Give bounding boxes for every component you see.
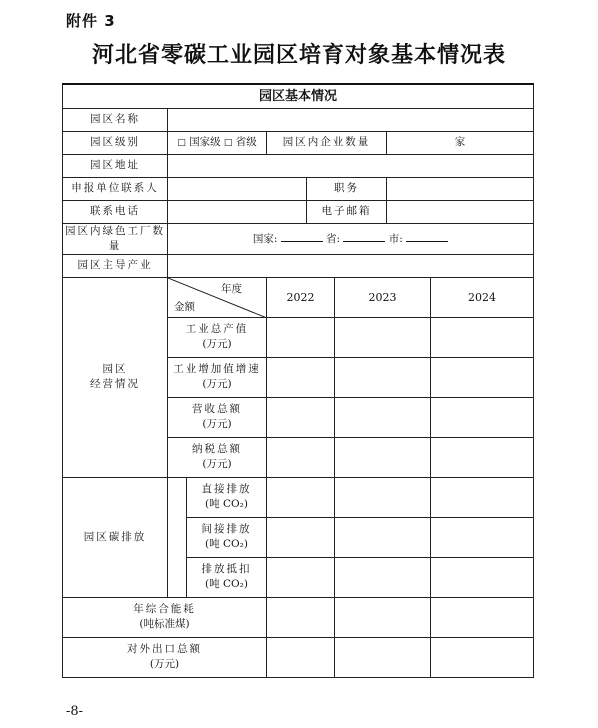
year-2024-header: 2024 <box>431 277 534 317</box>
tax-label: 纳税总额 (万元) <box>168 437 267 477</box>
park-address-label: 园区地址 <box>63 154 168 177</box>
phone-field[interactable] <box>168 200 307 223</box>
tax-2023[interactable] <box>335 437 431 477</box>
gf-province-label: 省: <box>326 233 341 245</box>
contact-field[interactable] <box>168 177 307 200</box>
indirect-emission-label: 间接排放 (吨 CO₂) <box>187 517 267 557</box>
national-checkbox[interactable]: □ <box>177 137 186 148</box>
park-info-form <box>62 83 534 678</box>
section-title: 园区基本情况 <box>63 84 534 108</box>
green-factory-field[interactable] <box>168 223 534 254</box>
revenue-2024[interactable] <box>431 397 534 437</box>
added-value-growth-2022[interactable] <box>267 357 335 397</box>
output-value-2024[interactable] <box>431 317 534 357</box>
email-field[interactable] <box>387 200 534 223</box>
contact-label: 申报单位联系人 <box>63 177 168 200</box>
gf-province-blank[interactable] <box>343 230 385 242</box>
output-value-2022[interactable] <box>267 317 335 357</box>
park-name-field[interactable] <box>168 108 534 131</box>
emission-offset-2024[interactable] <box>431 557 534 597</box>
gf-national-blank[interactable] <box>281 230 323 242</box>
position-field[interactable] <box>387 177 534 200</box>
export-total-2024[interactable] <box>431 637 534 677</box>
park-address-field[interactable] <box>168 154 534 177</box>
national-option-label: 国家级 <box>189 135 221 148</box>
carbon-spacer-cell <box>168 477 187 597</box>
diagonal-header <box>168 277 267 317</box>
revenue-2023[interactable] <box>335 397 431 437</box>
emission-offset-2022[interactable] <box>267 557 335 597</box>
page-number: -8- <box>66 704 84 719</box>
enterprise-count-unit: 家 <box>454 136 466 148</box>
gf-city-blank[interactable] <box>406 230 448 242</box>
energy-consumption-label: 年综合能耗 (吨标准煤) <box>63 597 267 637</box>
tax-2022[interactable] <box>267 437 335 477</box>
year-corner-label: 年度 <box>221 282 242 295</box>
gf-national-label: 国家: <box>252 233 278 245</box>
added-value-growth-2023[interactable] <box>335 357 431 397</box>
export-total-label: 对外出口总额 (万元) <box>63 637 267 677</box>
year-2023-header: 2023 <box>335 277 431 317</box>
operation-group-label: 园区 经营情况 <box>63 277 168 477</box>
email-label: 电子邮箱 <box>307 200 387 223</box>
output-value-2023[interactable] <box>335 317 431 357</box>
green-factory-label: 园区内绿色工厂数量 <box>63 223 168 254</box>
direct-emission-2022[interactable] <box>267 477 335 517</box>
energy-consumption-2024[interactable] <box>431 597 534 637</box>
position-label: 职务 <box>307 177 387 200</box>
indirect-emission-2023[interactable] <box>335 517 431 557</box>
indirect-emission-2024[interactable] <box>431 517 534 557</box>
direct-emission-label: 直接排放 (吨 CO₂) <box>187 477 267 517</box>
attachment-label: 附件 3 <box>66 12 116 30</box>
direct-emission-2023[interactable] <box>335 477 431 517</box>
tax-2024[interactable] <box>431 437 534 477</box>
revenue-label: 营收总额 (万元) <box>168 397 267 437</box>
park-level-options <box>168 131 267 154</box>
year-2022-header: 2022 <box>267 277 335 317</box>
energy-consumption-2022[interactable] <box>267 597 335 637</box>
provincial-checkbox[interactable]: □ <box>223 137 233 148</box>
export-total-2023[interactable] <box>335 637 431 677</box>
park-level-label: 园区级别 <box>63 131 168 154</box>
revenue-2022[interactable] <box>267 397 335 437</box>
enterprise-count-label: 园区内企业数量 <box>267 131 387 154</box>
emission-offset-2023[interactable] <box>335 557 431 597</box>
output-value-label: 工业总产值 (万元) <box>168 317 267 357</box>
provincial-option-label: 省级 <box>235 135 257 148</box>
phone-label: 联系电话 <box>63 200 168 223</box>
added-value-growth-label: 工业增加值增速 (万元) <box>168 357 267 397</box>
carbon-group-label: 园区碳排放 <box>63 477 168 597</box>
indirect-emission-2022[interactable] <box>267 517 335 557</box>
enterprise-count-field[interactable] <box>387 131 534 154</box>
gf-city-label: 市: <box>388 233 403 245</box>
export-total-2022[interactable] <box>267 637 335 677</box>
park-name-label: 园区名称 <box>63 108 168 131</box>
page-title: 河北省零碳工业园区培育对象基本情况表 <box>91 43 506 68</box>
amount-corner-label: 金额 <box>174 300 195 313</box>
direct-emission-2024[interactable] <box>431 477 534 517</box>
main-industry-field[interactable] <box>168 254 534 277</box>
emission-offset-label: 排放抵扣 (吨 CO₂) <box>187 557 267 597</box>
main-industry-label: 园区主导产业 <box>63 254 168 277</box>
energy-consumption-2023[interactable] <box>335 597 431 637</box>
added-value-growth-2024[interactable] <box>431 357 534 397</box>
